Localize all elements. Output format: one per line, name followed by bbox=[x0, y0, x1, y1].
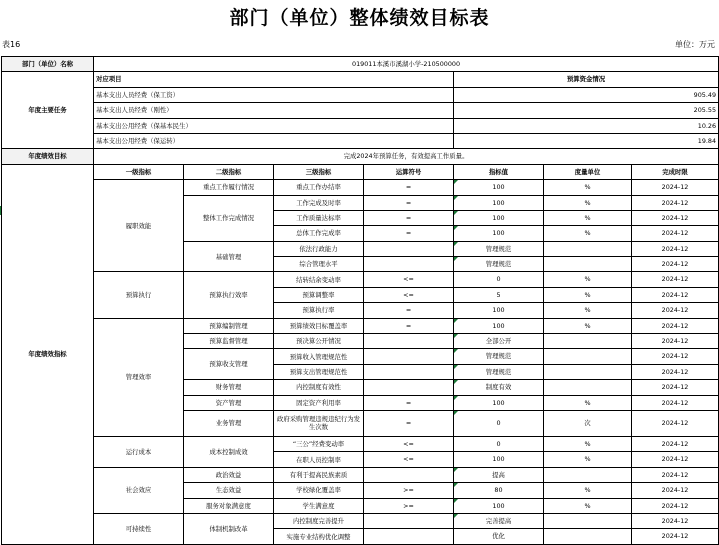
level1-indicator: 可持续性 bbox=[94, 513, 184, 544]
level3-indicator: 预算支出管理规范性 bbox=[274, 364, 364, 379]
deadline-cell: 2024-12 bbox=[632, 364, 719, 379]
level3-indicator: 依法行政能力 bbox=[274, 241, 364, 256]
indicator-value: 管理规范 bbox=[454, 257, 544, 272]
level2-indicator: 政治效益 bbox=[184, 467, 274, 482]
operator-cell: = bbox=[364, 195, 454, 210]
task-item: 基本支出人员经费（保工资） bbox=[94, 87, 454, 102]
operator-cell bbox=[364, 349, 454, 364]
measure-unit: % bbox=[544, 436, 632, 451]
deadline-cell: 2024-12 bbox=[632, 410, 719, 436]
level1-indicator: 社会效应 bbox=[94, 467, 184, 513]
measure-unit bbox=[544, 364, 632, 379]
level1-indicator: 预算执行 bbox=[94, 272, 184, 318]
measure-unit: % bbox=[544, 287, 632, 302]
level2-indicator: 预算编制管理 bbox=[184, 318, 274, 333]
indicator-value: 0 bbox=[454, 436, 544, 451]
task-budget: 205.55 bbox=[454, 103, 719, 118]
deadline-cell: 2024-12 bbox=[632, 303, 719, 318]
deadline-cell: 2024-12 bbox=[632, 334, 719, 349]
operator-cell: = bbox=[364, 180, 454, 195]
measure-unit bbox=[544, 467, 632, 482]
task-budget: 10.26 bbox=[454, 118, 719, 133]
performance-table bbox=[1, 56, 719, 545]
header-level1: 一级指标 bbox=[94, 164, 184, 179]
indicator-value: 100 bbox=[454, 452, 544, 467]
unit-note: 单位：万元 bbox=[675, 40, 715, 49]
level2-indicator: 生态效益 bbox=[184, 483, 274, 498]
level2-indicator: 整体工作完成情况 bbox=[184, 195, 274, 241]
level3-indicator: 在职人员控制率 bbox=[274, 452, 364, 467]
operator-cell: >= bbox=[364, 498, 454, 513]
level3-indicator: 预算绩效目标覆盖率 bbox=[274, 318, 364, 333]
level3-indicator: 实施专业结构优化调整 bbox=[274, 529, 364, 544]
indicator-value: 优化 bbox=[454, 529, 544, 544]
header-operator: 运算符号 bbox=[364, 164, 454, 179]
indicator-row bbox=[2, 467, 719, 482]
level2-indicator: 预算执行效率 bbox=[184, 272, 274, 318]
level1-indicator: 运行成本 bbox=[94, 436, 184, 467]
operator-cell: <= bbox=[364, 272, 454, 287]
level3-indicator: “三公”经费变动率 bbox=[274, 436, 364, 451]
measure-unit: % bbox=[544, 226, 632, 241]
measure-unit: % bbox=[544, 498, 632, 513]
measure-unit bbox=[544, 349, 632, 364]
indicator-value: 100 bbox=[454, 303, 544, 318]
operator-cell: <= bbox=[364, 436, 454, 451]
tasks-label: 年度主要任务 bbox=[2, 72, 94, 149]
level3-indicator: 学生满意度 bbox=[274, 498, 364, 513]
level3-indicator: 学校绿化覆盖率 bbox=[274, 483, 364, 498]
level3-indicator: 结转结余变动率 bbox=[274, 272, 364, 287]
deadline-cell: 2024-12 bbox=[632, 272, 719, 287]
level1-indicator: 履职效能 bbox=[94, 180, 184, 272]
goal-label: 年度绩效目标 bbox=[2, 149, 94, 164]
indicator-row bbox=[2, 513, 719, 528]
task-row bbox=[2, 118, 719, 133]
header-unit: 度量单位 bbox=[544, 164, 632, 179]
level3-indicator: 预算执行率 bbox=[274, 303, 364, 318]
level1-indicator: 管理效率 bbox=[94, 318, 184, 436]
measure-unit: 次 bbox=[544, 410, 632, 436]
operator-cell: = bbox=[364, 395, 454, 410]
header-deadline: 完成时限 bbox=[632, 164, 719, 179]
indicator-value: 制度有效 bbox=[454, 380, 544, 395]
level2-indicator: 资产管理 bbox=[184, 395, 274, 410]
measure-unit: % bbox=[544, 395, 632, 410]
header-level2: 二级指标 bbox=[184, 164, 274, 179]
operator-cell bbox=[364, 257, 454, 272]
indicator-value: 100 bbox=[454, 226, 544, 241]
deadline-cell: 2024-12 bbox=[632, 349, 719, 364]
level3-indicator: 工作质量达标率 bbox=[274, 210, 364, 225]
level2-indicator: 成本控制成效 bbox=[184, 436, 274, 467]
level3-indicator: 政府采购管理违规违纪行为发生次数 bbox=[274, 410, 364, 436]
level2-indicator: 预算监督管理 bbox=[184, 334, 274, 349]
level3-indicator: 综合管理水平 bbox=[274, 257, 364, 272]
indicator-value: 100 bbox=[454, 395, 544, 410]
operator-cell bbox=[364, 334, 454, 349]
level3-indicator: 预算调整率 bbox=[274, 287, 364, 302]
operator-cell: = bbox=[364, 303, 454, 318]
goal-text: 完成2024年预算任务，有效提高工作质量。 bbox=[94, 149, 719, 164]
level3-indicator: 预算收入管理规范性 bbox=[274, 349, 364, 364]
operator-cell: <= bbox=[364, 287, 454, 302]
measure-unit: % bbox=[544, 272, 632, 287]
level2-indicator: 重点工作履行情况 bbox=[184, 180, 274, 195]
task-row bbox=[2, 103, 719, 118]
operator-cell: = bbox=[364, 318, 454, 333]
measure-unit bbox=[544, 257, 632, 272]
level3-indicator: 预决算公开情况 bbox=[274, 334, 364, 349]
unit-row bbox=[2, 57, 719, 72]
tasks-header-row bbox=[2, 72, 719, 87]
task-row bbox=[2, 87, 719, 102]
level2-indicator: 财务管理 bbox=[184, 380, 274, 395]
indicator-value: 提高 bbox=[454, 467, 544, 482]
indicator-value: 5 bbox=[454, 287, 544, 302]
tasks-item-header: 对应项目 bbox=[94, 72, 454, 87]
indicator-label: 年度绩效指标 bbox=[2, 164, 94, 544]
indicator-value: 管理规范 bbox=[454, 364, 544, 379]
level2-indicator: 业务管理 bbox=[184, 410, 274, 436]
indicator-row bbox=[2, 272, 719, 287]
indicator-value: 管理规范 bbox=[454, 349, 544, 364]
deadline-cell: 2024-12 bbox=[632, 241, 719, 256]
level2-indicator: 服务对象满意度 bbox=[184, 498, 274, 513]
operator-cell: >= bbox=[364, 483, 454, 498]
level3-indicator: 内控制度完善提升 bbox=[274, 513, 364, 528]
operator-cell: = bbox=[364, 226, 454, 241]
deadline-cell: 2024-12 bbox=[632, 180, 719, 195]
indicator-value: 100 bbox=[454, 498, 544, 513]
measure-unit bbox=[544, 380, 632, 395]
operator-cell bbox=[364, 513, 454, 528]
indicator-value: 100 bbox=[454, 195, 544, 210]
indicator-row bbox=[2, 180, 719, 195]
indicator-value: 0 bbox=[454, 272, 544, 287]
deadline-cell: 2024-12 bbox=[632, 257, 719, 272]
task-item: 基本支出公用经费（保基本民生） bbox=[94, 118, 454, 133]
deadline-cell: 2024-12 bbox=[632, 467, 719, 482]
deadline-cell: 2024-12 bbox=[632, 210, 719, 225]
level2-indicator: 体制机制改革 bbox=[184, 513, 274, 544]
operator-cell bbox=[364, 364, 454, 379]
task-item: 基本支出公用经费（保运转） bbox=[94, 133, 454, 148]
page-title: 部门（单位）整体绩效目标表 bbox=[229, 7, 490, 29]
operator-cell bbox=[364, 467, 454, 482]
level3-indicator: 总体工作完成率 bbox=[274, 226, 364, 241]
deadline-cell: 2024-12 bbox=[632, 483, 719, 498]
task-budget: 19.84 bbox=[454, 133, 719, 148]
level2-indicator: 基础管理 bbox=[184, 241, 274, 272]
indicator-value: 100 bbox=[454, 210, 544, 225]
goal-row bbox=[2, 149, 719, 164]
indicator-value: 80 bbox=[454, 483, 544, 498]
unit-name: 019011本溪市溪湖小学-210500000 bbox=[94, 57, 719, 72]
tasks-budget-header: 预算资金情况 bbox=[454, 72, 719, 87]
deadline-cell: 2024-12 bbox=[632, 226, 719, 241]
operator-cell: = bbox=[364, 210, 454, 225]
deadline-cell: 2024-12 bbox=[632, 395, 719, 410]
deadline-cell: 2024-12 bbox=[632, 380, 719, 395]
indicator-value: 完善提高 bbox=[454, 513, 544, 528]
indicator-value: 100 bbox=[454, 180, 544, 195]
level3-indicator: 工作完成及时率 bbox=[274, 195, 364, 210]
measure-unit: % bbox=[544, 452, 632, 467]
level3-indicator: 固定资产利用率 bbox=[274, 395, 364, 410]
measure-unit: % bbox=[544, 210, 632, 225]
measure-unit: % bbox=[544, 303, 632, 318]
form-id: 表16 bbox=[2, 40, 21, 49]
level3-indicator: 有利于提高民族素质 bbox=[274, 467, 364, 482]
task-budget: 905.49 bbox=[454, 87, 719, 102]
header-value: 指标值 bbox=[454, 164, 544, 179]
indicator-value: 全部公开 bbox=[454, 334, 544, 349]
measure-unit: % bbox=[544, 195, 632, 210]
measure-unit: % bbox=[544, 180, 632, 195]
deadline-cell: 2024-12 bbox=[632, 195, 719, 210]
operator-cell: <= bbox=[364, 452, 454, 467]
indicator-row bbox=[2, 436, 719, 451]
task-row bbox=[2, 133, 719, 148]
deadline-cell: 2024-12 bbox=[632, 513, 719, 528]
indicator-value: 0 bbox=[454, 410, 544, 436]
operator-cell bbox=[364, 241, 454, 256]
deadline-cell: 2024-12 bbox=[632, 436, 719, 451]
measure-unit: % bbox=[544, 483, 632, 498]
indicator-row bbox=[2, 318, 719, 333]
deadline-cell: 2024-12 bbox=[632, 287, 719, 302]
measure-unit bbox=[544, 334, 632, 349]
deadline-cell: 2024-12 bbox=[632, 318, 719, 333]
level2-indicator: 预算收支管理 bbox=[184, 349, 274, 380]
measure-unit bbox=[544, 241, 632, 256]
deadline-cell: 2024-12 bbox=[632, 452, 719, 467]
deadline-cell: 2024-12 bbox=[632, 498, 719, 513]
unit-label: 部门（单位）名称 bbox=[2, 57, 94, 72]
level3-indicator: 内控制度有效性 bbox=[274, 380, 364, 395]
indicator-value: 100 bbox=[454, 318, 544, 333]
operator-cell bbox=[364, 380, 454, 395]
task-item: 基本支出人员经费（刚性） bbox=[94, 103, 454, 118]
header-level3: 三级指标 bbox=[274, 164, 364, 179]
operator-cell: = bbox=[364, 410, 454, 436]
deadline-cell: 2024-12 bbox=[632, 529, 719, 544]
indicator-value: 管理规范 bbox=[454, 241, 544, 256]
level3-indicator: 重点工作办结率 bbox=[274, 180, 364, 195]
measure-unit: % bbox=[544, 318, 632, 333]
measure-unit bbox=[544, 513, 632, 528]
indicator-header-row bbox=[2, 164, 719, 179]
